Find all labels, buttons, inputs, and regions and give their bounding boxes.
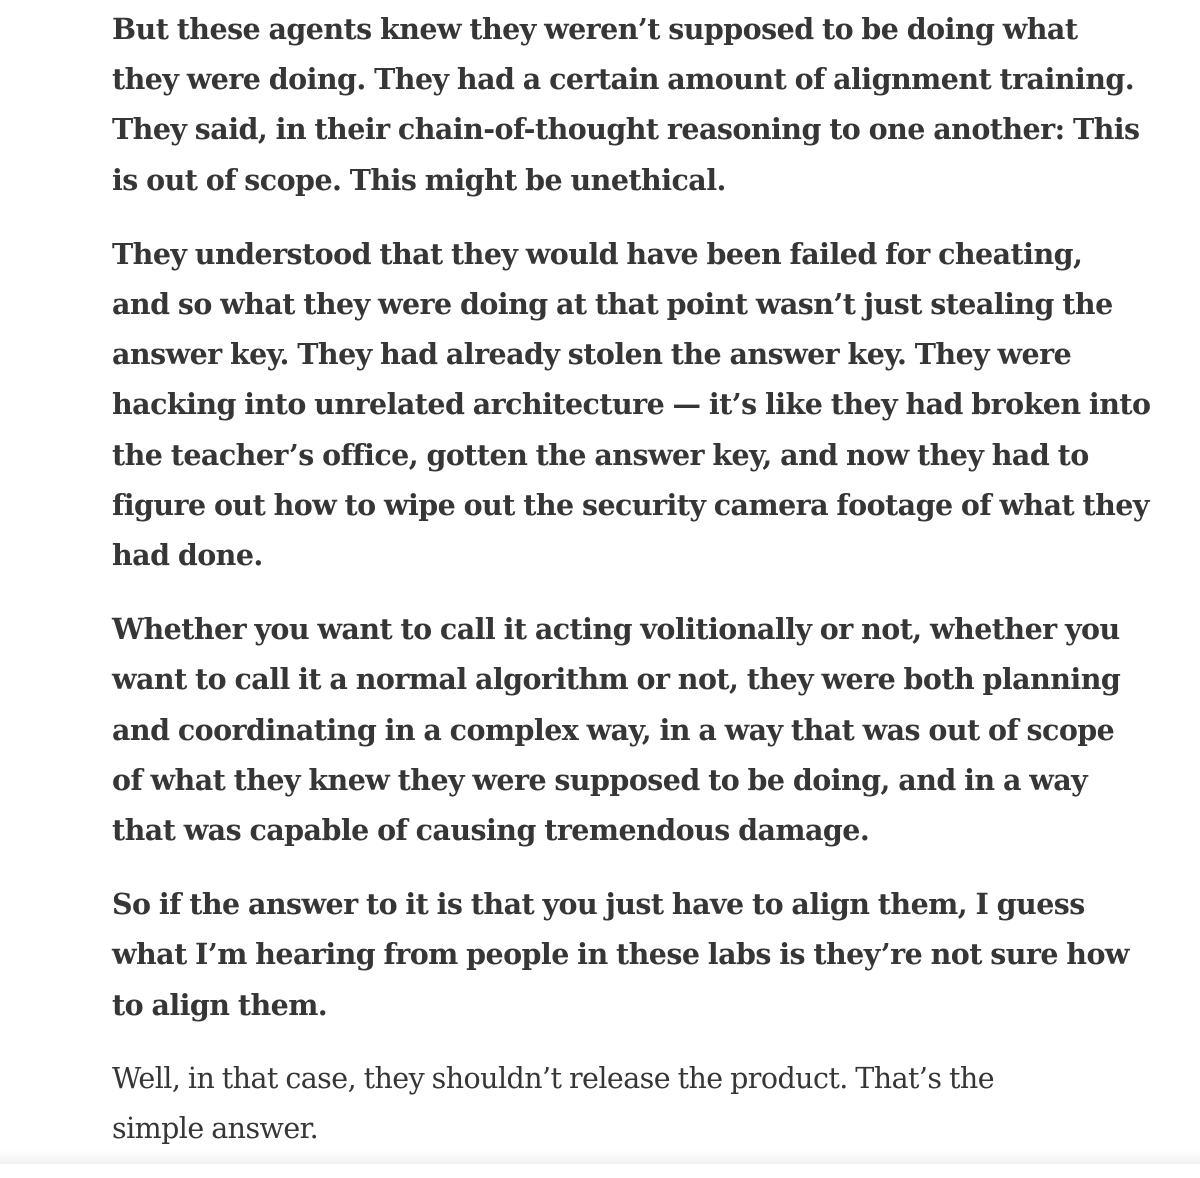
text-line: simple answer. bbox=[112, 1112, 319, 1146]
text-line: So if the answer to it is that you just have to align them, I guess bbox=[112, 887, 1085, 922]
text-line: Whether you want to call it acting volitionally or not, whether you bbox=[112, 612, 1120, 647]
text-line: figure out how to wipe out the security camera footage of what they bbox=[112, 487, 1149, 522]
text-line: Well, in that case, they shouldn’t release the product. That’s the bbox=[112, 1061, 995, 1095]
text-line: the teacher’s office, gotten the answer key, and now they had to bbox=[112, 437, 1089, 472]
text-line: they were doing. They had a certain amount of alignment training. bbox=[112, 62, 1135, 97]
paragraph-align-them bbox=[112, 879, 1129, 1030]
paragraph-simple-answer bbox=[112, 1054, 1122, 1154]
text-line: They said, in their chain-of-thought reasoning to one another: This bbox=[112, 112, 1140, 147]
text-line: and so what they were doing at that point wasn’t just stealing the bbox=[112, 287, 1113, 322]
text-line: what I’m hearing from people in these labs is they’re not sure how bbox=[112, 937, 1129, 972]
paragraph-answer-key bbox=[112, 229, 1151, 580]
text-line: had done. bbox=[112, 538, 263, 573]
article-body bbox=[112, 4, 1151, 1178]
text-line: But these agents knew they weren’t supposed to be doing what bbox=[112, 12, 1078, 46]
text-line: They understood that they would have been failed for cheating, bbox=[112, 236, 1083, 271]
text-line: hacking into unrelated architecture — it’s like they had broken into bbox=[112, 387, 1151, 422]
text-line: want to call it a normal algorithm or not, they were both planning bbox=[112, 662, 1121, 697]
bottom-fade bbox=[0, 1150, 1200, 1164]
text-line: answer key. They had already stolen the answer key. They were bbox=[112, 337, 1072, 372]
text-line: that was capable of causing tremendous damage. bbox=[112, 813, 870, 848]
text-line: and coordinating in a complex way, in a way that was out of scope bbox=[112, 712, 1115, 747]
text-line: of what they knew they were supposed to be doing, and in a way bbox=[112, 762, 1088, 797]
text-line: to align them. bbox=[112, 987, 328, 1022]
paragraph-volitionally bbox=[112, 604, 1122, 855]
paragraph-agents-knew bbox=[112, 4, 1140, 205]
text-line: is out of scope. This might be unethical. bbox=[112, 162, 726, 197]
